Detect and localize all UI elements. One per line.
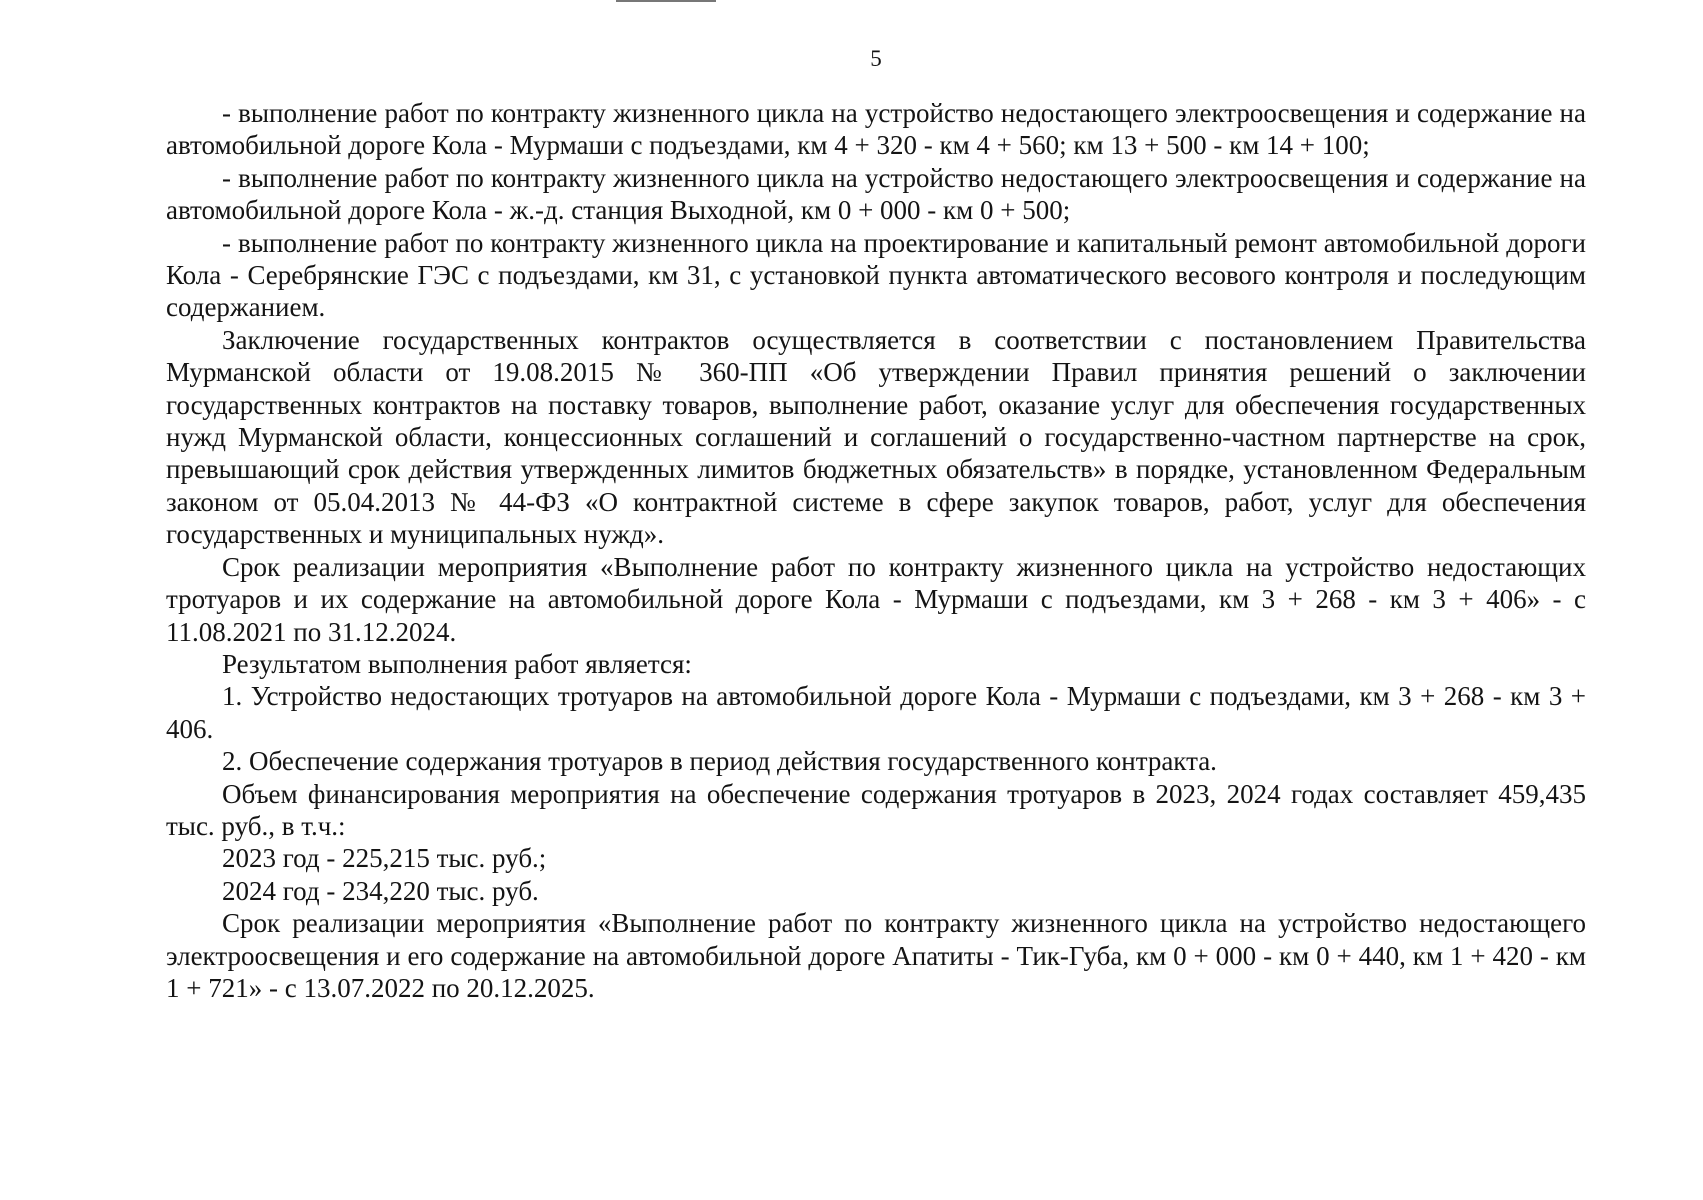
paragraph-sidewalks-term: Срок реализации мероприятия «Выполнение работ по контракту жизненного цикла на устройство недостающих тротуаров и их содержание на автомобильной дороге Кола - Мурмаши с подъездами, км 3 + 268 - км 3 + 406» - с 11.08.2021 по 31.12.2024. [166,551,1586,647]
paragraph-results-heading: Результатом выполнения работ является: [222,648,692,679]
paragraph-funding-2024: 2024 год - 234,220 тыс. руб. [222,875,539,906]
paragraph-contracts-conclusion: Заключение государственных контрактов осуществляется в соответствии с постановлением Правительства Мурманской области от 19.08.2015 № 360-ПП «Об утверждении Правил принятия решений о заключении государственных контрактов на поставку товаров, выполнение работ, оказание услуг для обеспечения государственных нужд Мурманской области, концессионных соглашений и соглашений о государственно-частном партнерстве на срок, превышающий срок действия утвержденных лимитов бюджетных обязательств» в порядке, установленном Федеральным законом от 05.04.2013 № 44-ФЗ «О контрактной системе в сфере закупок товаров, работ, услуг для обеспечения государственных и муниципальных нужд». [166,324,1586,550]
paragraph-funding-volume: Объем финансирования мероприятия на обеспечение содержания тротуаров в 2023, 2024 годах составляет 459,435 тыс. руб., в т.ч.: [166,778,1586,841]
paragraph-lighting-kola-vykhodnoy: - выполнение работ по контракту жизненного цикла на устройство недостающего электроосвещения и содержание на автомобильной дороге Кола - ж.-д. станция Выходной, км 0 + 000 - км 0 + 500; [166,162,1586,226]
page-number: 5 [870,46,882,71]
paragraph-result-2: 2. Обеспечение содержания тротуаров в период действия государственного контракта. [222,746,1217,777]
scan-edge-mark [616,0,716,2]
paragraph-lighting-apatity-term: Срок реализации мероприятия «Выполнение работ по контракту жизненного цикла на устройство недостающего электроосвещения и его содержание на автомобильной дороге Апатиты - Тик-Губа, км 0 + 000 - км 0 + 440, км 1 + 420 - км 1 + 721» - с 13.07.2022 по 20.12.2025. [166,908,1586,1003]
paragraph-repair-kola-serebryanskie: - выполнение работ по контракту жизненного цикла на проектирование и капитальный ремонт автомобильной дороги Кола - Серебрянские ГЭС с подъездами, км 31, с установкой пункта автоматического весового контроля и последующим содержанием. [166,227,1586,323]
paragraph-lighting-kola-murmashi: - выполнение работ по контракту жизненного цикла на устройство недостающего электроосвещения и содержание на автомобильной дороге Кола - Мурмаши с подъездами, км 4 + 320 - км 4 + 560; км 13 + 500 - км 14 + 100; [166,98,1586,161]
document-body [166,97,1586,1004]
paragraph-funding-2023: 2023 год - 225,215 тыс. руб.; [222,843,547,874]
paragraph-result-1: 1. Устройство недостающих тротуаров на автомобильной дороге Кола - Мурмаши с подъездами, км 3 + 268 - км 3 + 406. [166,681,1586,744]
